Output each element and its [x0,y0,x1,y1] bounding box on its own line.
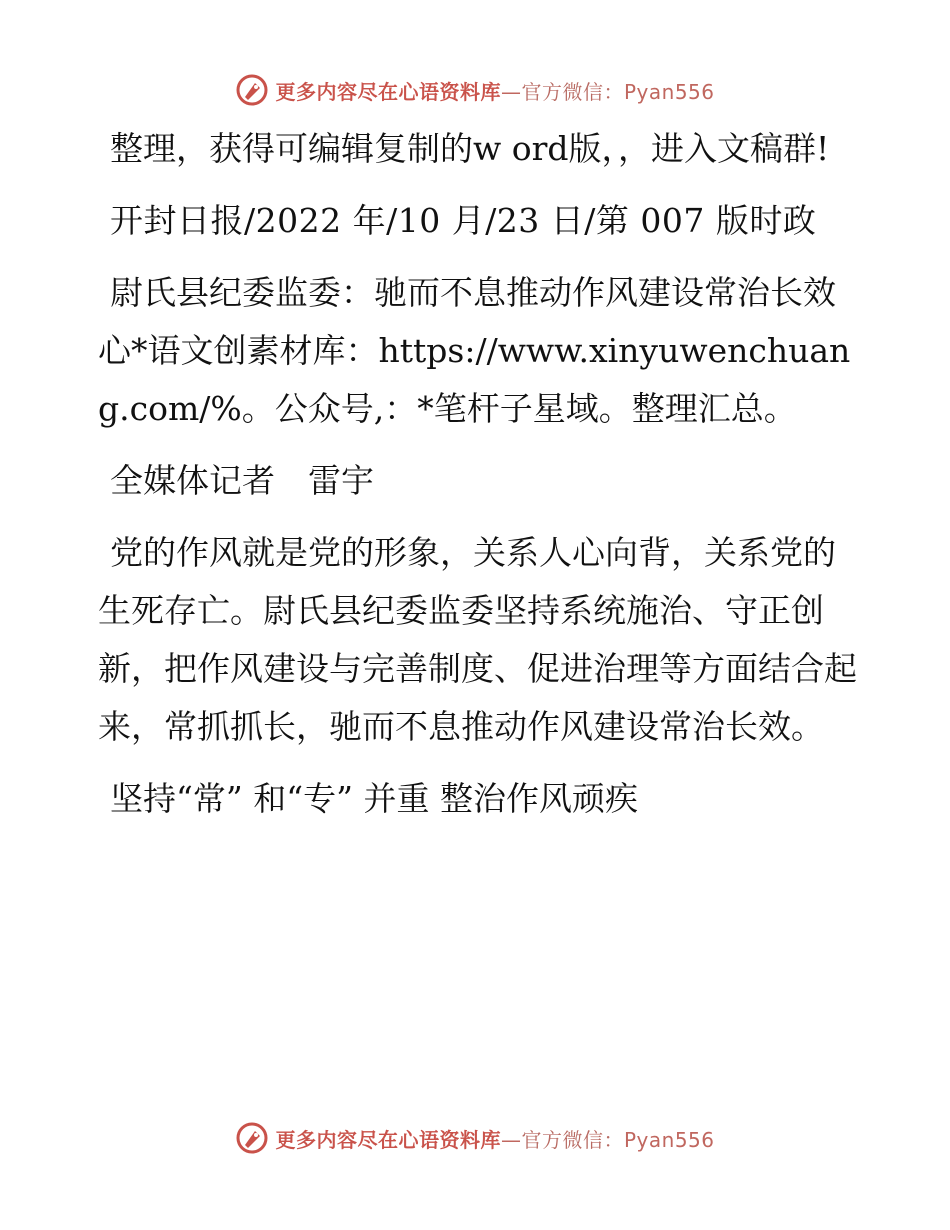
watermark-dash: — [500,1127,522,1152]
footer-watermark-banner [0,1116,950,1160]
watermark-wechat-id: Pyan556 [623,79,715,104]
watermark-dash: — [500,79,522,104]
byline: 全媒体记者 雷宇 [110,461,374,500]
watermark-wechat-label: 官方微信： [521,1127,624,1152]
pen-nib-logo-icon [235,73,269,107]
header-watermark-text [275,76,714,105]
body-paragraph: 党的作风就是党的形象，关系人心向背，关系党的生死存亡。尉氏县纪委监委坚持系统施治、守正创新，把作风建设与完善制度、促进治理等方面结合起来，常抓抓长，驰而不息推动作风建设常治长效。 [98,533,857,746]
header-watermark-banner [0,68,950,112]
watermark-wechat-label: 官方微信： [521,79,624,104]
watermark-wechat-id: Pyan556 [623,1127,715,1152]
dateline: 开封日报/2022 年/10 月/23 日/第 007 版时政 [110,201,817,240]
document-body [98,120,858,842]
pen-nib-logo-icon [235,1121,269,1155]
intro-paragraph: 整理，获得可编辑复制的w ord版，，进入文稿群! [110,129,830,168]
watermark-brand: 更多内容尽在心语资料库 [275,1127,501,1152]
section-heading: 坚持“常” 和“专” 并重 整治作风顽疾 [110,779,638,818]
article-title-source: 尉氏县纪委监委：驰而不息推动作风建设常治长效心*语文创素材库：https://www.xinyuwenchuang.com/%。公众号,：*笔杆子星域。整理汇总。 [98,273,851,428]
watermark-brand: 更多内容尽在心语资料库 [275,79,501,104]
footer-watermark-text [275,1124,714,1153]
